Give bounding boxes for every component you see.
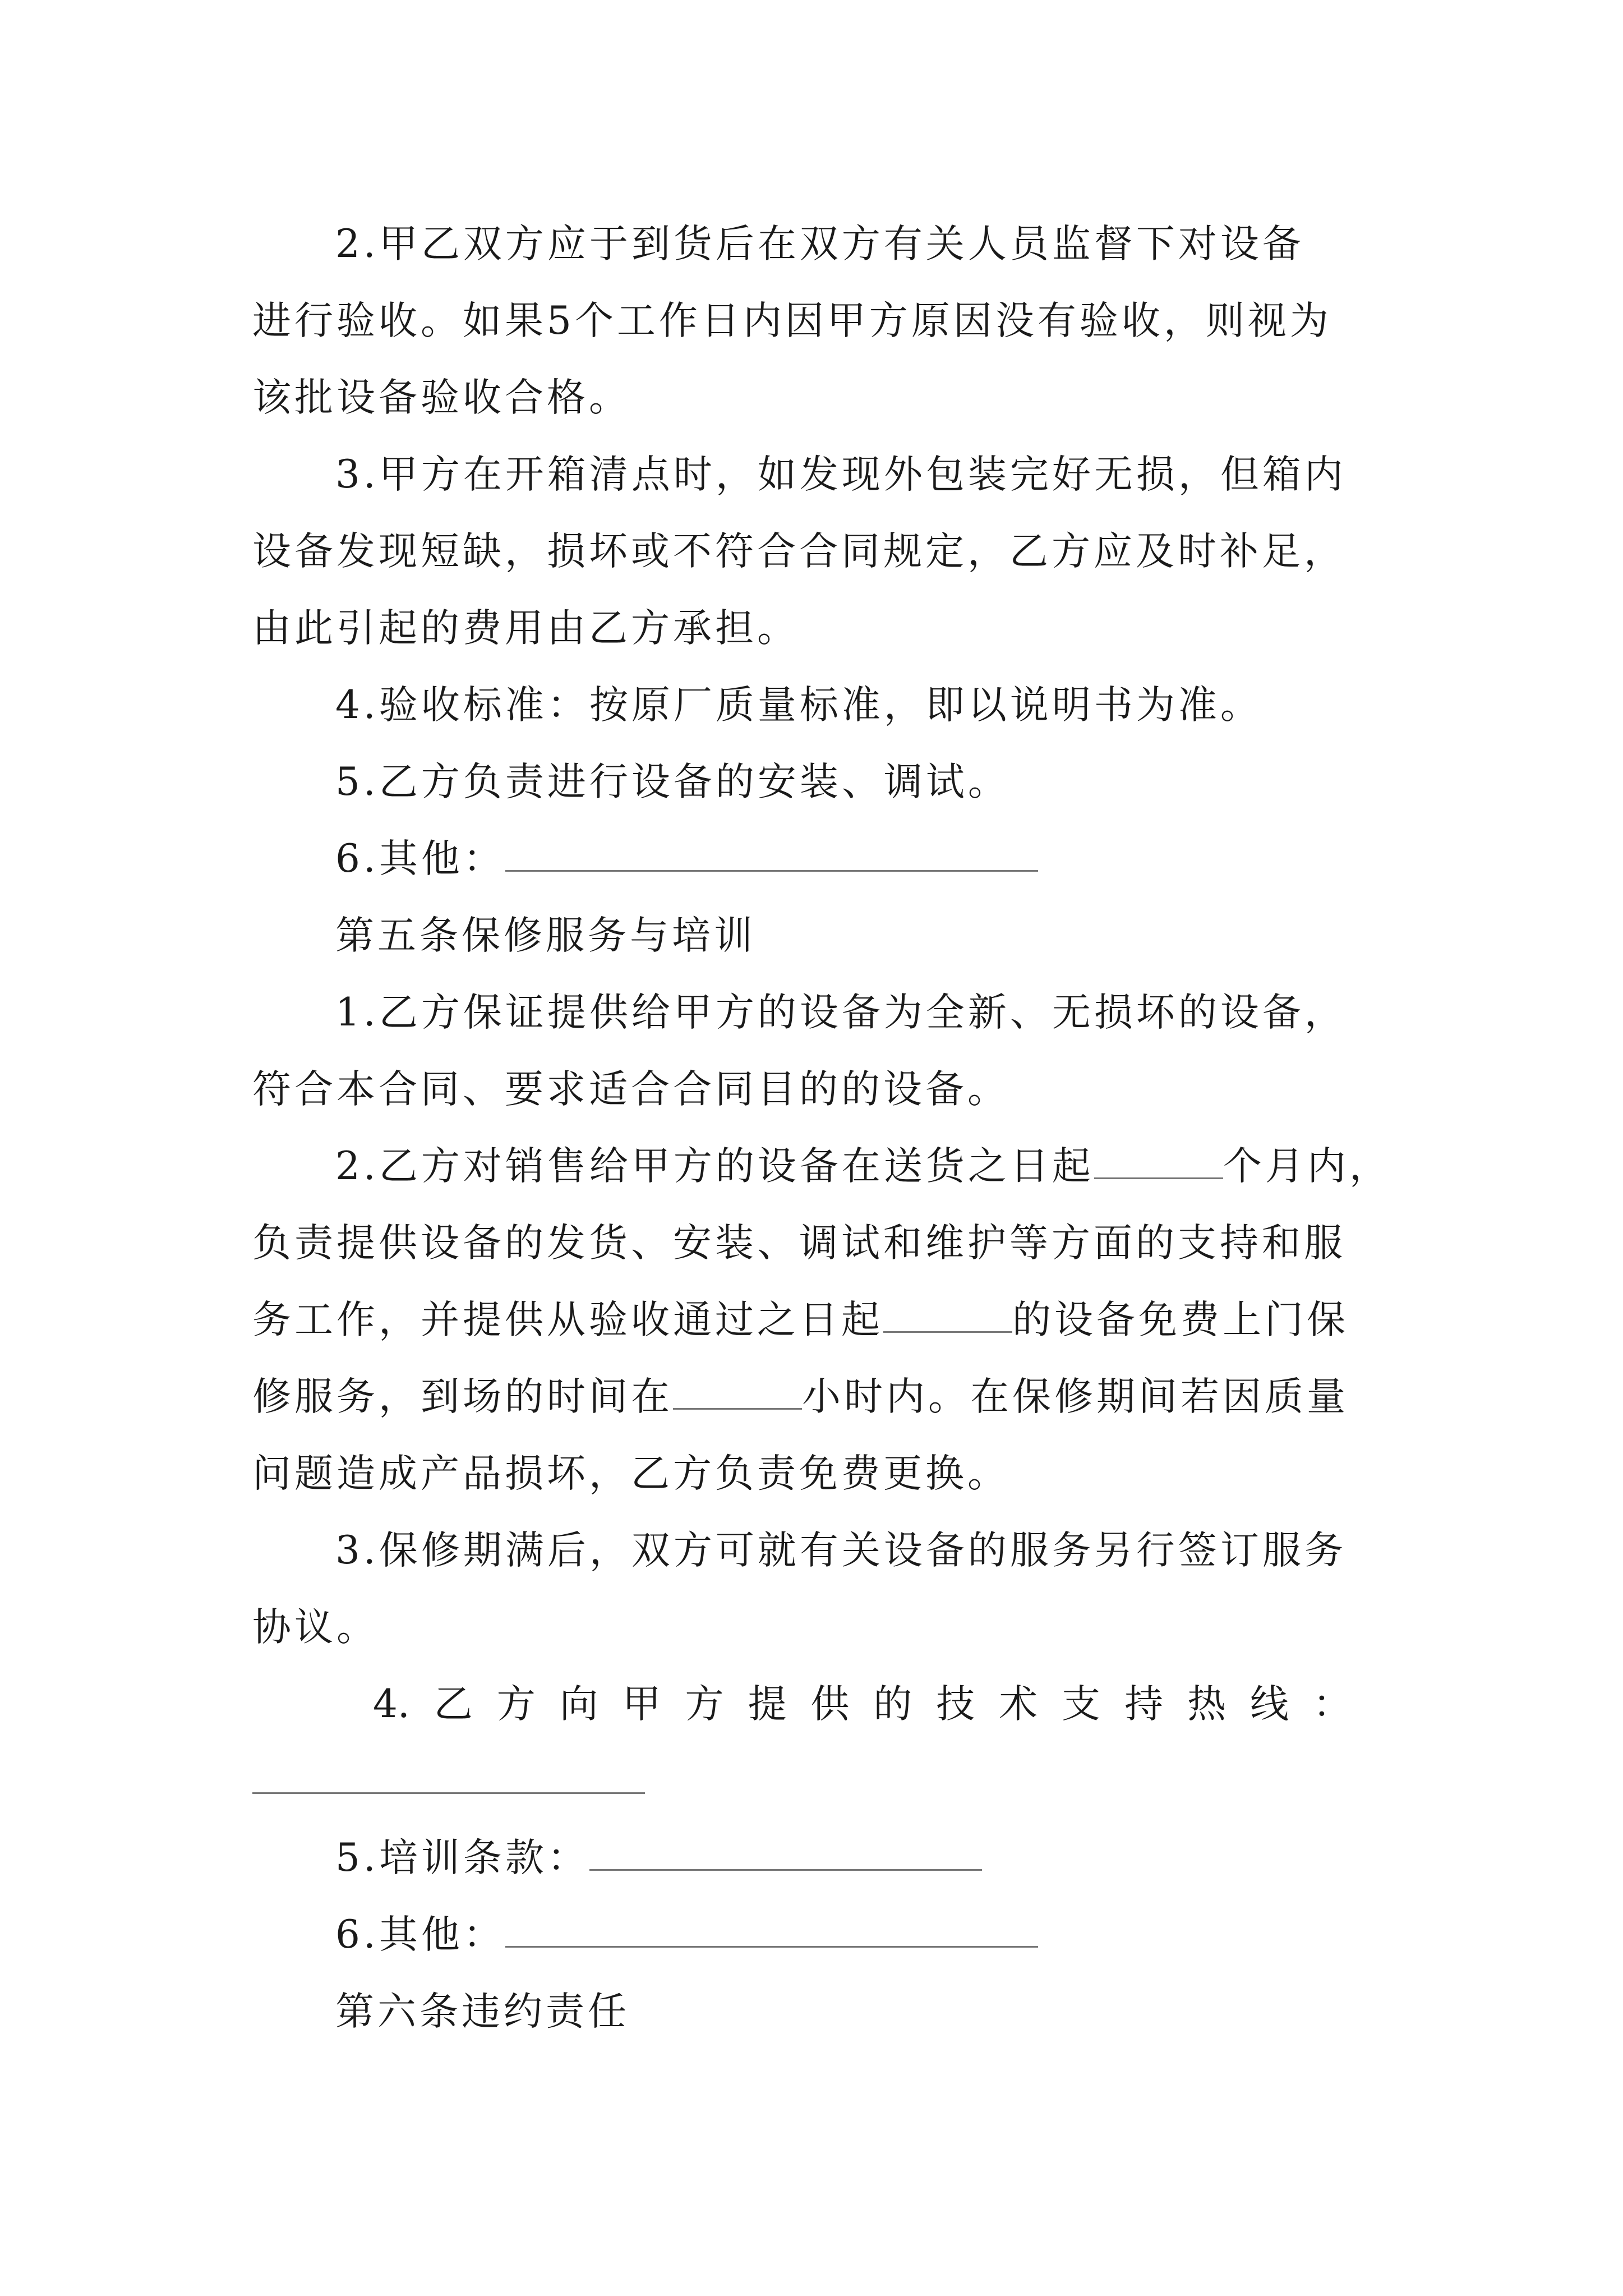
paragraph-line: 4.验收标准：按原厂质量标准，即以说明书为准。 <box>335 683 1262 728</box>
text-segment: 个月内， <box>1223 1144 1391 1189</box>
paragraph-line: 该批设备验收合格。 <box>252 375 631 420</box>
paragraph-line <box>335 1830 982 1886</box>
justified-char: 4. <box>373 1682 410 1727</box>
fill-in-blank <box>883 1296 1012 1333</box>
paragraph-line: 5.乙方负责进行设备的安装、调试。 <box>335 760 1010 804</box>
paragraph-line <box>335 831 1038 887</box>
paragraph-line: 3.保修期满后，双方可就有关设备的服务另行签订服务 <box>335 1528 1347 1573</box>
paragraph-line: 设备发现短缺，损坏或不符合合同规定，乙方应及时补足， <box>252 529 1346 574</box>
item-label: 6.其他： <box>335 836 505 881</box>
fill-in-blank <box>589 1834 982 1871</box>
text-segment: 的设备免费上门保 <box>1012 1297 1349 1342</box>
justified-char: 热 <box>1187 1682 1227 1727</box>
fill-in-blank <box>673 1373 802 1410</box>
paragraph-line <box>252 1369 1349 1425</box>
section-heading: 第五条保修服务与培训 <box>335 913 756 958</box>
paragraph-line: 负责提供设备的发货、安装、调试和维护等方面的支持和服 <box>252 1221 1346 1266</box>
paragraph-line-justified <box>373 1676 1352 1732</box>
justified-char: 向 <box>559 1682 598 1727</box>
justified-char: 供 <box>810 1682 850 1727</box>
paragraph-line: 1.乙方保证提供给甲方的设备为全新、无损坏的设备， <box>335 990 1347 1035</box>
justified-char: 支 <box>1062 1682 1101 1727</box>
paragraph-line: 符合本合同、要求适合合同目的的设备。 <box>252 1067 1009 1112</box>
text-segment: 小时内。在保修期间若因质量 <box>802 1374 1349 1419</box>
text-segment: 务工作，并提供从验收通过之日起 <box>252 1297 883 1342</box>
justified-char: 甲 <box>622 1682 661 1727</box>
item-label: 5.培训条款： <box>335 1835 589 1880</box>
paragraph-line <box>335 1138 1391 1194</box>
paragraph-line: 进行验收。如果5个工作日内因甲方原因没有验收，则视为 <box>252 298 1332 343</box>
item-label: 6.其他： <box>335 1912 505 1957</box>
text-segment: 修服务，到场的时间在 <box>252 1374 673 1419</box>
justified-char: 方 <box>685 1682 724 1727</box>
paragraph-line: 2.甲乙双方应于到货后在双方有关人员监督下对设备 <box>335 222 1304 266</box>
paragraph-line: 由此引起的费用由乙方承担。 <box>252 606 799 651</box>
justified-char: 乙 <box>434 1682 473 1727</box>
justified-char: 持 <box>1124 1682 1164 1727</box>
justified-char: 术 <box>999 1682 1038 1727</box>
justified-char: ： <box>1312 1682 1352 1727</box>
justified-char: 提 <box>748 1682 787 1727</box>
justified-char: 的 <box>873 1682 912 1727</box>
fill-in-blank <box>505 835 1038 872</box>
fill-in-blank <box>1094 1143 1223 1179</box>
paragraph-line <box>335 1907 1038 1963</box>
paragraph-line: 协议。 <box>252 1605 379 1650</box>
justified-char: 方 <box>496 1682 536 1727</box>
paragraph-line <box>252 1292 1349 1348</box>
justified-char: 线 <box>1249 1682 1289 1727</box>
fill-in-blank <box>505 1911 1038 1948</box>
paragraph-line: 3.甲方在开箱清点时，如发现外包装完好无损，但箱内 <box>335 452 1347 497</box>
text-segment: 2.乙方对销售给甲方的设备在送货之日起 <box>335 1144 1094 1189</box>
paragraph-line: 问题造成产品损坏，乙方负责免费更换。 <box>252 1451 1009 1496</box>
fill-in-blank <box>252 1792 645 1794</box>
justified-char: 技 <box>936 1682 975 1727</box>
section-heading: 第六条违约责任 <box>335 1989 630 2034</box>
